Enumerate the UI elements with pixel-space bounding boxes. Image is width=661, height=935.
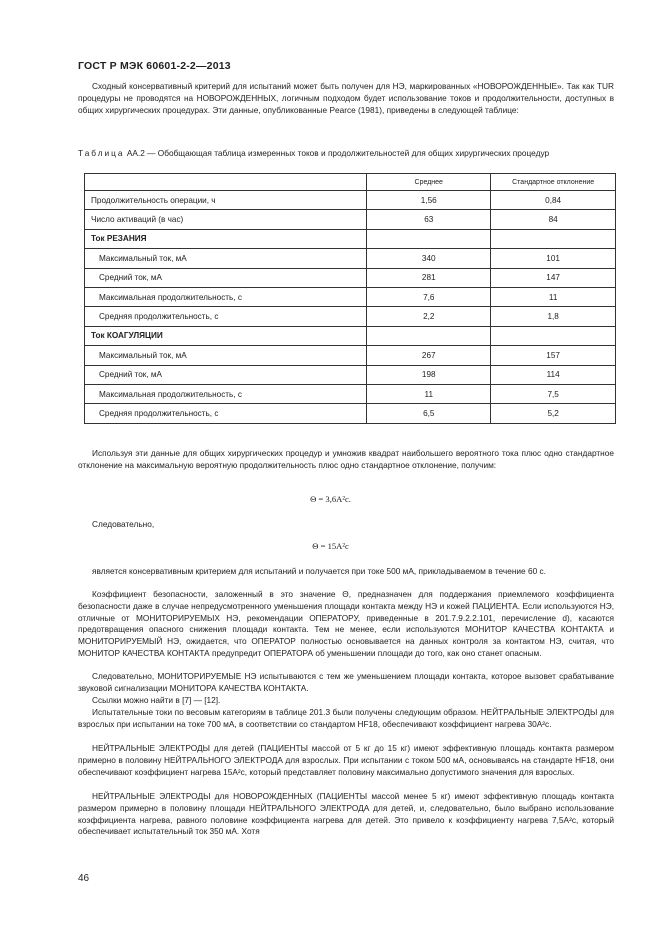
row-label: Средняя продолжительность, с <box>85 307 367 326</box>
table-row <box>85 404 616 423</box>
table-header-cell: Стандартное отклонение <box>491 174 616 191</box>
row-mean: 7,6 <box>367 287 491 306</box>
table-row <box>85 249 616 268</box>
row-sd: 114 <box>491 365 616 384</box>
row-mean <box>367 326 491 345</box>
row-label: Максимальная продолжительность, с <box>85 384 367 403</box>
page-number: 46 <box>78 873 90 884</box>
table-header-row <box>85 174 616 191</box>
row-label: Средний ток, мА <box>85 268 367 287</box>
paragraph-4: Коэффициент безопасности, заложенный в это значение Θ, предназначен для поддержания приемлемого коэффициента безопасности даже в случае непредусмотренного уменьшения площади контакта между НЭ и кожей ПАЦИЕНТА. Если используются НЭ, отличные от МОНИТОРИРУЕМЫХ НЭ, рекомендации ОПЕРАТОРУ, приведенные в 201.7.9.2.2.101, перечисление d), касаются предотвращения опасного снижения площади контакта. Тем не менее, если используются МОНИТОР КАЧЕСТВА КОНТАКТА и МОНИТОРИРУЕМЫЙ НЭ, ожидается, что ОПЕРАТОР полностью основывается на данных контроля за контактом НЭ, считая, что МОНИТОР КАЧЕСТВА КОНТАКТА предупредит ОПЕРАТОРА об уменьшении площади до того, как оно станет опасным. <box>78 589 614 658</box>
row-mean: 1,56 <box>367 191 491 210</box>
table-group-row <box>85 229 616 248</box>
table-header-cell: Среднее <box>367 174 491 191</box>
row-label: Число активаций (в час) <box>85 210 367 229</box>
group-label: Ток КОАГУЛЯЦИИ <box>85 326 367 345</box>
paragraph-7: Испытательные токи по весовым категориям в таблице 201.3 были получены следующим образом. НЕЙТРАЛЬНЫЕ ЭЛЕКТРОДЫ для взрослых при испытании на токе 700 мА, в соответствии со стандартом HF18, обеспечивают коэффициент нагрева 30A²c. <box>78 707 614 729</box>
row-sd: 147 <box>491 268 616 287</box>
group-label: Ток РЕЗАНИЯ <box>85 229 367 248</box>
document-header: ГОСТ Р МЭК 60601-2-2—2013 <box>78 60 231 72</box>
paragraph-2: Следовательно, <box>92 519 155 529</box>
row-mean: 340 <box>367 249 491 268</box>
row-mean: 198 <box>367 365 491 384</box>
row-sd: 101 <box>491 249 616 268</box>
table-group-row <box>85 326 616 345</box>
intro-paragraph: Сходный консервативный критерий для испытаний может быть получен для НЭ, маркированных «НОВОРОЖДЕННЫЕ». Так как TUR процедуры не проводятся на НОВОРОЖДЕННЫХ, логичным подходом будет использование токов и продолжительности, доступных в общих хирургических процедурах. Эти данные, опубликованные Pearce (1981), приведены в следующей таблице: <box>78 81 614 115</box>
row-mean: 63 <box>367 210 491 229</box>
paragraph-5: Следовательно, МОНИТОРИРУЕМЫЕ НЭ испытываются с тем же уменьшением площади контакта, которое вызовет срабатывание звуковой сигнализации МОНИТОРА КАЧЕСТВА КОНТАКТА. <box>78 671 614 693</box>
row-mean: 11 <box>367 384 491 403</box>
table-row <box>85 287 616 306</box>
table-row <box>85 210 616 229</box>
table-row <box>85 268 616 287</box>
row-sd <box>491 326 616 345</box>
row-sd: 5,2 <box>491 404 616 423</box>
row-label: Максимальная продолжительность, с <box>85 287 367 306</box>
row-sd: 157 <box>491 346 616 365</box>
row-sd <box>491 229 616 248</box>
table-caption-text: АА.2 — Обобщающая таблица измеренных токов и продолжительностей для общих хирургических процедур <box>126 148 550 158</box>
row-sd: 84 <box>491 210 616 229</box>
paragraph-3: является консервативным критерием для испытаний и получается при токе 500 мА, прикладываемом в течение 60 с. <box>92 566 546 576</box>
row-label: Средняя продолжительность, с <box>85 404 367 423</box>
row-sd: 7,5 <box>491 384 616 403</box>
data-table <box>84 173 616 424</box>
paragraph-9: НЕЙТРАЛЬНЫЕ ЭЛЕКТРОДЫ для НОВОРОЖДЕННЫХ (ПАЦИЕНТЫ массой менее 5 кг) имеют эффективную площадь контакта размером примерно в половину площади НЕЙТРАЛЬНОГО ЭЛЕКТРОДА для детей, и, следовательно, было выбрано использование коэффициента нагрева, равного половине коэффициента нагрева для детей. Это привело к коэффициенту нагрева 7,5A²c, который обеспечивает испытательный ток 350 мА. Хотя <box>78 791 614 837</box>
table-row <box>85 346 616 365</box>
paragraph-6: Ссылки можно найти в [7] — [12]. <box>92 695 221 705</box>
table-row <box>85 365 616 384</box>
table-row <box>85 191 616 210</box>
row-mean: 267 <box>367 346 491 365</box>
row-mean: 6,5 <box>367 404 491 423</box>
table-row <box>85 307 616 326</box>
table-caption <box>78 148 618 160</box>
row-label: Максимальный ток, мА <box>85 249 367 268</box>
paragraph-1: Используя эти данные для общих хирургических процедур и умножив квадрат наибольшего вероятного тока плюс одно стандартное отклонение на максимальную вероятную продолжительность плюс одно стандартное отклонение, получим: <box>78 448 614 470</box>
paragraph-8: НЕЙТРАЛЬНЫЕ ЭЛЕКТРОДЫ для детей (ПАЦИЕНТЫ массой от 5 кг до 15 кг) имеют эффективную площадь контакта размером примерно в половину НЕЙТРАЛЬНОГО ЭЛЕКТРОДА для взрослых. При испытании с током 500 мА, основываясь на стандарте HF18, они обеспечивают коэффициент нагрева 15A²c, который представляет половину максимально допустимого значения для взрослых. <box>78 743 614 777</box>
table-row <box>85 384 616 403</box>
row-sd: 1,8 <box>491 307 616 326</box>
row-mean <box>367 229 491 248</box>
table-caption-prefix: Таблица <box>78 148 125 158</box>
row-label: Средний ток, мА <box>85 365 367 384</box>
formula-2: Θ = 15A²c <box>312 541 349 551</box>
row-mean: 281 <box>367 268 491 287</box>
row-mean: 2,2 <box>367 307 491 326</box>
row-sd: 11 <box>491 287 616 306</box>
formula-1: Θ = 3,6A²c. <box>310 494 351 504</box>
table-header-cell <box>85 174 367 191</box>
row-label: Продолжительность операции, ч <box>85 191 367 210</box>
row-sd: 0,84 <box>491 191 616 210</box>
row-label: Максимальный ток, мА <box>85 346 367 365</box>
